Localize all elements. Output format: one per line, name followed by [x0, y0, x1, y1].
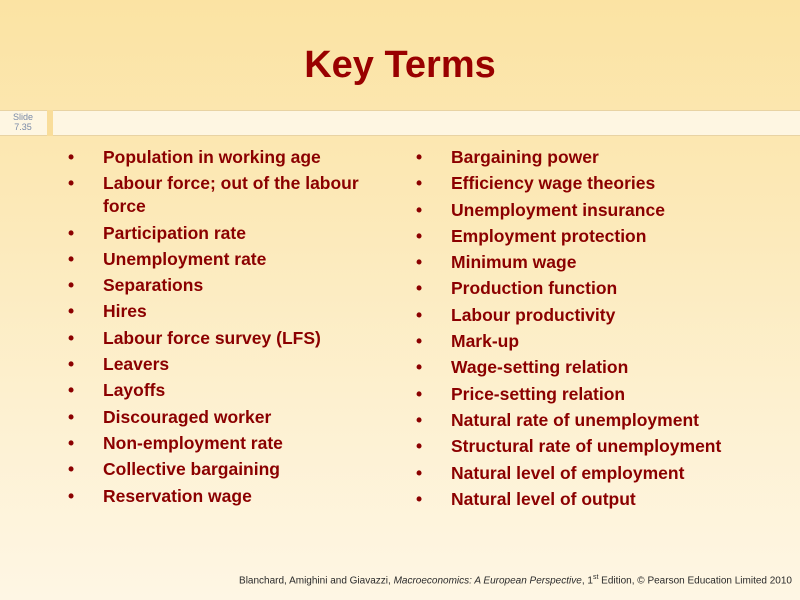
term-text: Layoffs — [103, 380, 166, 401]
bullet-icon: • — [416, 147, 423, 167]
divider-bar — [0, 110, 800, 136]
bullet-icon: • — [416, 357, 423, 378]
bullet-icon: • — [416, 173, 423, 194]
bullet-icon: • — [416, 488, 423, 509]
term-list-item — [62, 300, 382, 323]
term-list-item — [62, 146, 382, 169]
term-list-item — [410, 251, 790, 274]
bullet-icon: • — [68, 354, 75, 375]
bullet-icon: • — [416, 278, 423, 299]
footer-book-title: Macroeconomics: A European Perspective — [393, 575, 582, 587]
term-text: Efficiency wage theories — [451, 173, 656, 194]
term-list-item — [62, 406, 382, 429]
term-text: Minimum wage — [451, 252, 577, 273]
bullet-icon: • — [416, 225, 423, 246]
term-text: Unemployment insurance — [451, 199, 665, 220]
bullet-icon: • — [416, 383, 423, 404]
right-terms-list — [410, 146, 790, 514]
divider-notch — [47, 110, 53, 136]
term-list-item — [410, 383, 790, 406]
term-list-item — [410, 225, 790, 248]
bullet-icon: • — [68, 459, 75, 480]
term-text: Labour force; out of the labour force — [103, 173, 359, 217]
bullet-icon: • — [416, 252, 423, 273]
term-list-item — [410, 304, 790, 327]
term-text: Unemployment rate — [103, 248, 267, 269]
term-text: Natural level of output — [451, 488, 636, 509]
bullet-icon: • — [68, 380, 75, 401]
term-list-item — [410, 488, 790, 511]
footer-copyright: Edition, © Pearson Education Limited 2010 — [598, 575, 792, 587]
footer-authors: Blanchard, Amighini and Giavazzi, — [239, 575, 394, 587]
term-list-item — [410, 435, 790, 458]
bullet-icon: • — [68, 485, 75, 506]
term-text: Leavers — [103, 354, 170, 375]
term-text: Reservation wage — [103, 485, 252, 506]
term-text: Natural level of employment — [451, 462, 685, 483]
term-text: Mark-up — [451, 331, 520, 352]
term-list-item — [62, 274, 382, 297]
footer-citation — [239, 574, 792, 586]
bullet-icon: • — [68, 432, 75, 453]
bullet-icon: • — [68, 406, 75, 427]
bullet-icon: • — [68, 275, 75, 296]
term-text: Price-setting relation — [451, 383, 626, 404]
term-list-item — [62, 172, 382, 218]
bullet-icon: • — [68, 173, 75, 194]
slide-label-word: Slide — [12, 112, 33, 122]
term-list-item — [410, 409, 790, 432]
term-list-item — [62, 248, 382, 271]
term-list-item — [62, 327, 382, 350]
term-list-item — [410, 146, 790, 169]
term-list-item — [410, 277, 790, 300]
term-text: Hires — [103, 301, 147, 322]
bullet-icon: • — [68, 248, 75, 269]
term-text: Production function — [451, 278, 618, 299]
bullet-icon: • — [68, 147, 75, 167]
slide-number-label — [6, 112, 40, 132]
term-list-item — [62, 222, 382, 245]
term-text: Employment protection — [451, 225, 647, 246]
term-list-item — [410, 462, 790, 485]
bullet-icon: • — [416, 462, 423, 483]
term-list-item — [62, 458, 382, 481]
term-text: Labour force survey (LFS) — [103, 327, 321, 348]
term-text: Natural rate of unemployment — [451, 409, 699, 430]
bullet-icon: • — [68, 222, 75, 243]
slide-label-number: 7.35 — [14, 122, 32, 132]
term-text: Separations — [103, 275, 204, 296]
term-list-item — [410, 199, 790, 222]
term-text: Collective bargaining — [103, 459, 280, 480]
bullet-icon: • — [416, 331, 423, 352]
term-list-item — [62, 353, 382, 376]
term-list-item — [62, 485, 382, 508]
term-text: Population in working age — [103, 147, 321, 167]
bullet-icon: • — [68, 301, 75, 322]
term-list-item — [410, 172, 790, 195]
term-text: Structural rate of unemployment — [451, 436, 722, 457]
slide-title: Key Terms — [304, 44, 496, 86]
term-list-item — [62, 432, 382, 455]
footer-edition-suffix: st — [592, 574, 599, 581]
term-text: Labour productivity — [451, 304, 616, 325]
bullet-icon: • — [416, 304, 423, 325]
bullet-icon: • — [416, 199, 423, 220]
term-list-item — [410, 356, 790, 379]
bullet-icon: • — [68, 327, 75, 348]
term-text: Wage-setting relation — [451, 357, 629, 378]
bullet-icon: • — [416, 436, 423, 457]
term-list-item — [62, 379, 382, 402]
term-text: Non-employment rate — [103, 432, 283, 453]
term-text: Bargaining power — [451, 147, 599, 167]
term-list-item — [410, 330, 790, 353]
term-text: Participation rate — [103, 222, 246, 243]
left-terms-list — [62, 146, 382, 511]
footer-edition: , 1 — [581, 575, 593, 587]
term-text: Discouraged worker — [103, 406, 272, 427]
bullet-icon: • — [416, 409, 423, 430]
